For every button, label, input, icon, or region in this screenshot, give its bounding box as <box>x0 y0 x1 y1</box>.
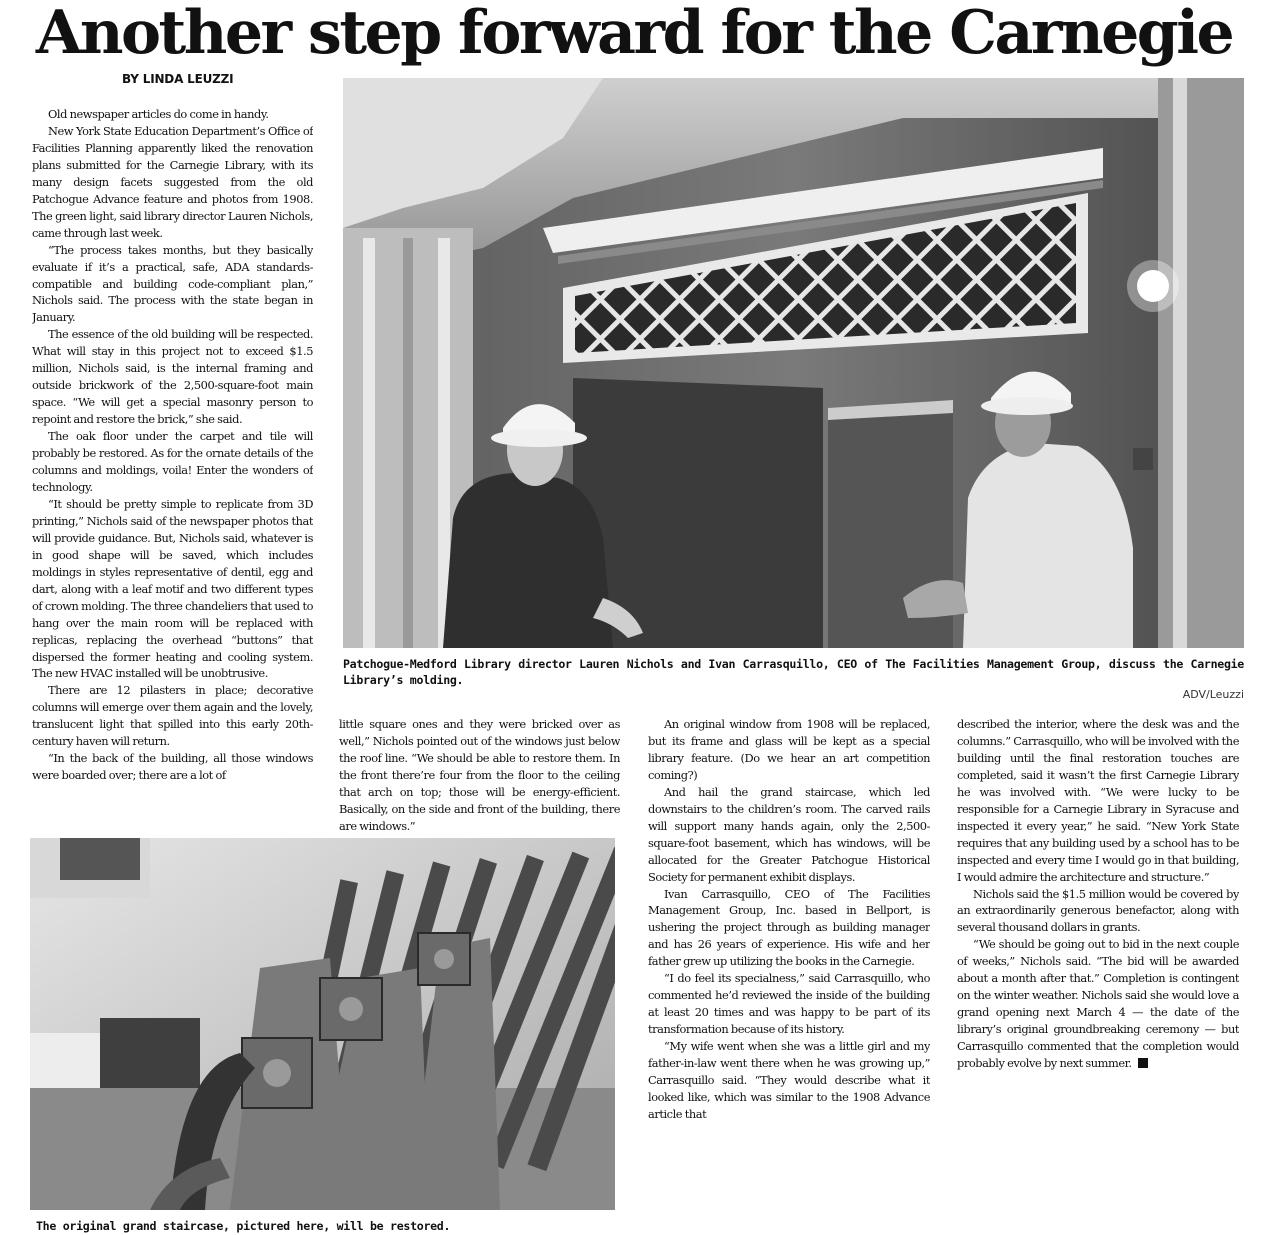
article-column-4 <box>957 716 1239 1136</box>
paragraph: There are 12 pilasters in place; decorative columns will emerge over them again and the lovely, translucent light that spilled into this early 20th-century haven will return. <box>32 683 313 749</box>
main-photo <box>343 78 1244 648</box>
paragraph <box>957 936 1239 1072</box>
paragraph: The essence of the old building will be respected. What will stay in this project not to exceed $1.5 million, Nichols said, is the internal framing and outside brickwork of the 2,500-square-foot main space. “We will get a special masonry person to repoint and restore the brick,” she said. <box>32 327 313 427</box>
staircase-photo <box>30 838 615 1210</box>
byline: BY LINDA LEUZZI <box>122 72 234 86</box>
headline: Another step forward for the Carnegie <box>35 0 1233 68</box>
paragraph: “In the back of the building, all those windows were boarded over; there are a lot of <box>32 751 313 783</box>
paragraph: Ivan Carrasquillo, CEO of The Facilities Management Group, Inc. based in Bellport, is ushering the project through as building manager and has 26 years of experience. His wife and her father grew up utilizing the books in the Carnegie. <box>648 886 930 969</box>
paragraph: “The process takes months, but they basically evaluate if it’s a practical, safe, ADA standards-compatible and building code-compliant plan,” Nichols said. The process with the state began in January. <box>32 242 313 325</box>
paragraph: “My wife went when she was a little girl and my father-in-law went there when he was growing up,” Carrasquillo said. “They would describe what it looked like, which was similar to the 1908 Advance article that <box>648 1039 930 1121</box>
article-column-2 <box>339 716 620 834</box>
staircase-photo-caption: The original grand staircase, pictured here, will be restored. <box>36 1219 451 1233</box>
paragraph: “It should be pretty simple to replicate from 3D printing,” Nichols said of the newspaper photos that will provide guidance. But, Nichols said, whatever is in good shape will be saved, which includes moldings in styles representative of dentil, egg and dart, along with a leaf motif and two different types of crown molding. The three chandeliers that used to hang over the main room will be replaced with replicas, replacing the overhead “buttons” that dispersed the former heating and cooling system. The new HVAC installed will be unobtrusive. <box>32 496 313 681</box>
paragraph: little square ones and they were bricked over as well,” Nichols pointed out of the windows just below the roof line. “We should be able to restore them. In the front there’re four from the floor to the ceiling that arch on top; those will be energy-efficient. Basically, on the side and front of the building, there are windows.” <box>339 717 620 833</box>
paragraph: “I do feel its specialness,” said Carrasquillo, who commented he’d reviewed the inside of the building at least 20 times and was happy to be part of its transformation because of its history. <box>648 971 930 1037</box>
paragraph: And hail the grand staircase, which led downstairs to the children’s room. The carved rails will support many hands again, only the 2,500-square-foot basement, which has windows, will be allocated for the Greater Patchogue Historical Society for permanent exhibit displays. <box>648 784 930 884</box>
paragraph: Old newspaper articles do come in handy. <box>48 107 269 121</box>
end-mark-icon <box>1138 1058 1148 1068</box>
photo-credit: ADV/Leuzzi <box>1182 688 1244 701</box>
paragraph-text: “We should be going out to bid in the next couple of weeks,” Nichols said. “The bid will be awarded about a month after that.” Completion is contingent on the winter weather. Nichols said she would love a grand opening next March 4 — the date of the library’s original groundbreaking ceremony — but Carrasquillo commented that the completion would probably evolve by next summer. <box>957 937 1239 1071</box>
paragraph: The oak floor under the carpet and tile will probably be restored. As for the ornate details of the columns and moldings, voila! Enter the wonders of technology. <box>32 429 313 494</box>
article-column-3 <box>648 716 930 1168</box>
paragraph: Nichols said the $1.5 million would be covered by an extraordinarily generous benefactor, along with several thousand dollars in grants. <box>957 886 1239 935</box>
paragraph: described the interior, where the desk was and the columns.” Carrasquillo, who will be involved with the building until the final restoration touches are completed, said it wasn’t the first Carnegie Library he was involved with. “We were lucky to be responsible for a Carnegie Library in Syracuse and inspected it every year,” he said. “New York State requires that any building used by a school has to be inspected and every time I would go in that building, I would admire the architecture and structure.” <box>957 717 1239 884</box>
paragraph: New York State Education Department’s Office of Facilities Planning apparently liked the renovation plans submitted for the Carnegie Library, with its many design facets suggested from the old Patchogue Advance feature and photos from 1908. The green light, said library director Lauren Nichols, came through last week. <box>32 123 313 240</box>
article-column-1 <box>32 106 313 832</box>
paragraph: An original window from 1908 will be replaced, but its frame and glass will be kept as a special library feature. (Do we hear an art competition coming?) <box>648 717 930 782</box>
main-photo-caption: Patchogue-Medford Library director Lauren Nichols and Ivan Carrasquillo, CEO of The Facilities Management Group, discuss the Carnegie Library’s molding. <box>343 657 1244 687</box>
